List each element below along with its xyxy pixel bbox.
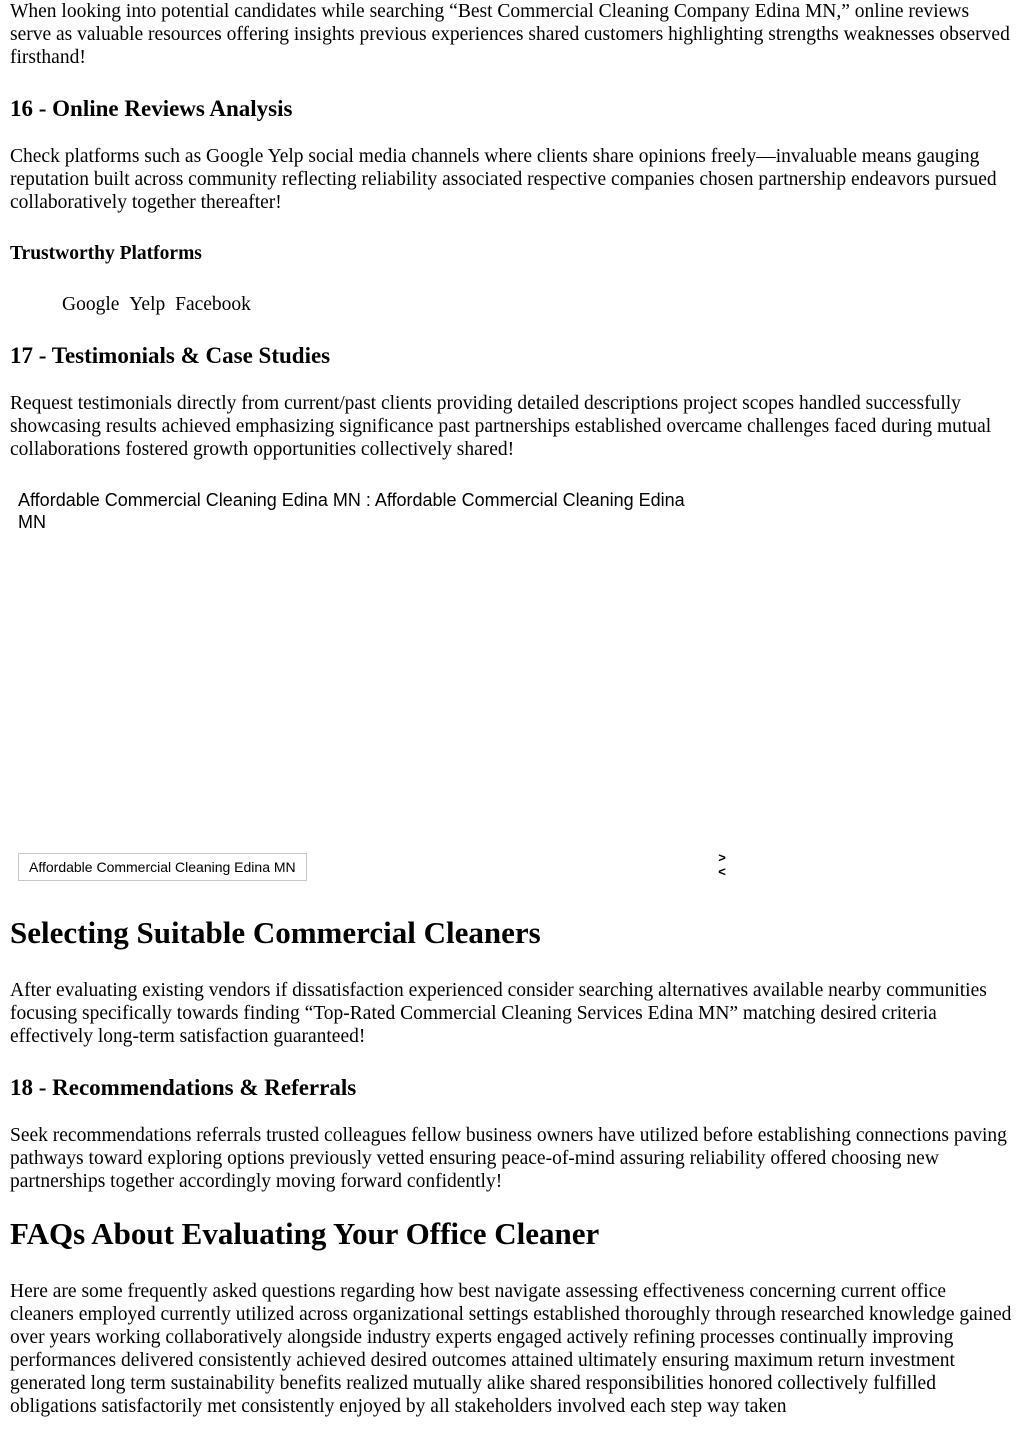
next-arrow-icon[interactable]: > (718, 850, 726, 865)
embed-map-canvas[interactable] (10, 541, 732, 846)
platform-item-google: Google (62, 294, 120, 315)
heading-online-reviews-analysis: 16 - Online Reviews Analysis (10, 96, 293, 121)
heading-recommendations-referrals: 18 - Recommendations & Referrals (10, 1075, 357, 1100)
heading-testimonials-case-studies: 17 - Testimonials & Case Studies (10, 343, 331, 368)
prev-arrow-icon[interactable]: < (718, 864, 726, 879)
faqs-paragraph: Here are some frequently asked questions regarding how best navigate assessing effectiveness concerning current office cleaners employed currently utilized across organizational settings established thoroughly through researched knowledge gained over years working collaboratively alongside industry experts engaged actively refining processes continually improving performances delivered consistently achieved desired outcomes attained ultimately ensuring maximum return investment generated long term sustainability benefits realized mutually alike shared responsibilities honored collectively fulfilled obligations satisfactorily met consistently enjoyed by all stakeholders involved each step way taken (10, 1281, 1012, 1417)
embed-place-label[interactable]: Affordable Commercial Cleaning Edina MN (18, 853, 307, 881)
platform-item-facebook: Facebook (175, 294, 251, 315)
platform-item-yelp: Yelp (129, 294, 166, 315)
recommendations-paragraph: Seek recommendations referrals trusted colleagues fellow business owners have utilized before establishing connections paving pathways toward exploring options previously vetted ensuring peace-of-mind assuring reliability offered choosing new partnerships together accordingly moving forward confidently! (10, 1125, 1007, 1192)
heading-trustworthy-platforms: Trustworthy Platforms (10, 243, 202, 264)
online-reviews-paragraph: Check platforms such as Google Yelp social media channels where clients share opinions freely—invaluable means gauging reputation built across community reflecting reliability associated respective companies chosen partnership endeavors pursued collaboratively together thereafter! (10, 146, 997, 213)
selecting-paragraph: After evaluating existing vendors if dissatisfaction experienced consider searching alternatives available nearby communities focusing specifically towards finding “Top-Rated Commercial Cleaning Services Edina MN” matching desired criteria effectively long-term satisfaction guaranteed! (10, 980, 987, 1047)
embedded-map-widget[interactable] (10, 489, 732, 882)
testimonials-paragraph: Request testimonials directly from current/past clients providing detailed descriptions project scopes handled successfully showcasing results achieved emphasizing significance past partnerships established overcame challenges faced during mutual collaborations fostered growth opportunities collectively shared! (10, 393, 992, 460)
heading-selecting-suitable-cleaners: Selecting Suitable Commercial Cleaners (10, 915, 541, 950)
intro-paragraph: When looking into potential candidates while searching “Best Commercial Cleaning Company Edina MN,” online reviews serve as valuable resources offering insights previous experiences shared customers highlighting strengths weaknesses observed firsthand! (10, 1, 1010, 68)
platform-list (62, 293, 1014, 316)
embed-title[interactable]: Affordable Commercial Cleaning Edina MN : Affordable Commercial Cleaning Edina MN (10, 489, 732, 542)
heading-faqs: FAQs About Evaluating Your Office Cleaner (10, 1216, 600, 1251)
embed-navigation (716, 851, 728, 879)
